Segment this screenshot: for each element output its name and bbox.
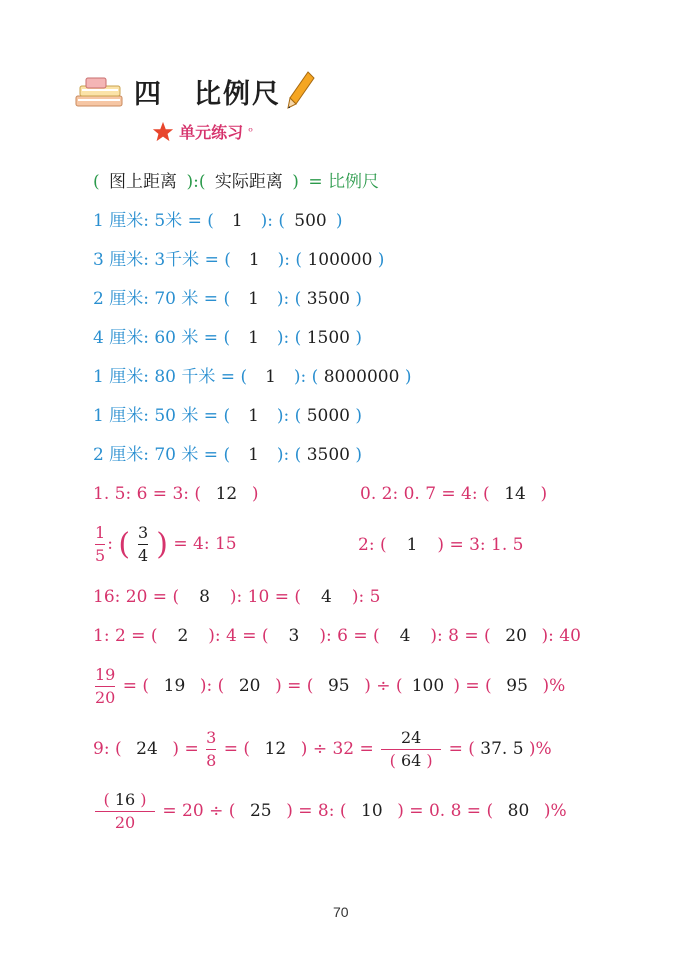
answer: 100 xyxy=(411,676,445,696)
expr: )% xyxy=(528,739,552,759)
denominator: 20 xyxy=(95,688,116,707)
expr: ) xyxy=(355,289,363,309)
answer: 1 xyxy=(248,328,259,348)
answer: 8000000 xyxy=(323,367,400,387)
denominator: 4 xyxy=(138,546,149,565)
expr: ): ( xyxy=(277,250,303,270)
row-equivalence xyxy=(93,726,552,772)
answer: 64 xyxy=(400,751,422,770)
expr: = ( xyxy=(223,739,250,759)
paren: ) xyxy=(156,526,168,562)
answer: 8 xyxy=(199,587,210,607)
answer: 4 xyxy=(320,587,332,607)
answer: 1500 xyxy=(306,328,350,348)
denominator xyxy=(381,751,441,771)
expr: ): 10 = ( xyxy=(229,587,301,607)
expr: ) xyxy=(355,406,363,426)
expr: ): ( xyxy=(199,676,225,696)
row-ratio xyxy=(358,534,523,556)
denominator: 20 xyxy=(114,813,136,832)
expr: ) xyxy=(335,211,343,231)
star-icon xyxy=(152,121,174,143)
fraction xyxy=(381,728,441,771)
numerator: 1 xyxy=(95,523,106,542)
expr: )% xyxy=(543,801,567,821)
row-scale xyxy=(93,444,362,466)
expr: 3 厘米: 3千米 = ( xyxy=(93,250,231,270)
fraction-bar xyxy=(95,686,115,687)
row-scale xyxy=(93,327,362,349)
expr: ) xyxy=(404,367,412,387)
answer: 24 xyxy=(136,739,158,759)
answer: 4 xyxy=(399,626,411,646)
answer: 1 xyxy=(248,250,260,270)
paren: ( xyxy=(389,751,396,770)
answer: 10 xyxy=(361,801,383,821)
row-scale xyxy=(93,249,384,271)
expr: 4 厘米: 60 米 = ( xyxy=(93,328,231,348)
expr: 2 厘米: 70 米 = ( xyxy=(93,289,231,309)
answer: 20 xyxy=(505,626,527,646)
numerator: 3 xyxy=(206,728,217,747)
row-equivalence xyxy=(93,664,565,708)
answer: 20 xyxy=(238,676,261,696)
paren: ( xyxy=(103,790,110,809)
map-distance-label: 图上距离 xyxy=(109,172,178,192)
numerator: 24 xyxy=(400,728,422,747)
answer: 1 xyxy=(265,367,276,387)
section-title: 单元练习 xyxy=(179,123,244,142)
answer: 14 xyxy=(504,484,526,504)
answer: 25 xyxy=(249,801,272,821)
answer: 19 xyxy=(163,676,186,696)
fraction xyxy=(95,665,115,708)
paren: ( xyxy=(118,526,131,562)
expr: 1 厘米: 80 千米 = ( xyxy=(93,367,248,387)
answer: 1 xyxy=(248,406,259,426)
paren: ) xyxy=(426,751,433,770)
expr: ): 4 = ( xyxy=(208,626,269,646)
fraction-bar xyxy=(95,811,155,812)
chapter-number: 四 xyxy=(134,79,163,110)
answer-fraction xyxy=(138,523,148,566)
expr: ) ÷ 32 = xyxy=(300,739,374,759)
row-scale xyxy=(93,405,362,427)
expr: ): 5 xyxy=(351,587,381,607)
denominator: 8 xyxy=(206,751,217,770)
answer: 5000 xyxy=(306,406,350,426)
page-number: 70 xyxy=(333,904,349,920)
answer: 12 xyxy=(264,739,287,759)
fraction-bar xyxy=(206,749,216,750)
row-scale xyxy=(93,288,362,310)
numerator xyxy=(95,790,155,810)
row-ratio xyxy=(93,625,581,647)
answer: 12 xyxy=(215,484,238,504)
row-ratio xyxy=(360,483,547,505)
expr: = ( xyxy=(448,739,475,759)
answer: 3500 xyxy=(306,445,350,465)
denominator: 5 xyxy=(95,546,106,565)
row-definition xyxy=(93,171,379,193)
answer: 3500 xyxy=(306,289,350,309)
chapter-title: 比例尺 xyxy=(194,79,281,110)
answer: 1 xyxy=(231,211,243,231)
answer: 37. 5 xyxy=(480,739,524,759)
expr: ) xyxy=(251,484,259,504)
fraction-bar xyxy=(95,544,105,545)
answer: 3 xyxy=(288,626,300,646)
expr: ) = 0. 8 = ( xyxy=(397,801,494,821)
expr: = 20 ÷ ( xyxy=(162,801,236,821)
expr: 1 厘米: 50 米 = ( xyxy=(93,406,231,426)
chapter-header xyxy=(72,66,332,116)
answer: 1 xyxy=(248,289,259,309)
fraction xyxy=(206,728,216,771)
row-scale xyxy=(93,210,343,232)
expr: : xyxy=(107,534,113,554)
row-ratio xyxy=(93,586,380,608)
answer: 80 xyxy=(507,801,530,821)
fraction-bar xyxy=(138,544,148,545)
row-equivalence xyxy=(93,788,567,834)
expr: ) ÷ ( xyxy=(364,676,403,696)
answer: 100000 xyxy=(307,250,373,270)
expr: ): ( xyxy=(293,367,319,387)
paren: ):( xyxy=(186,172,206,192)
expr: 1 厘米: 5米 = ( xyxy=(93,211,214,231)
fraction xyxy=(95,790,155,833)
expr: ): 6 = ( xyxy=(319,626,380,646)
expr: ): ( xyxy=(276,328,302,348)
expr: 2: ( xyxy=(358,535,387,555)
expr: ) = ( xyxy=(453,676,492,696)
answer: 500 xyxy=(294,211,327,231)
row-scale xyxy=(93,366,411,388)
expr: 9: ( xyxy=(93,739,122,759)
fraction xyxy=(95,523,105,566)
expr: 1. 5: 6 = 3: ( xyxy=(93,484,202,504)
expr: ) xyxy=(355,445,363,465)
row-fraction-ratio xyxy=(93,522,237,566)
fraction-bar xyxy=(381,749,441,750)
row-ratio xyxy=(93,483,258,505)
expr: 2 厘米: 70 米 = ( xyxy=(93,445,231,465)
paren: ) xyxy=(292,172,299,192)
pencil-icon xyxy=(286,70,316,110)
expr: 16: 20 = ( xyxy=(93,587,180,607)
numerator: 3 xyxy=(138,523,149,542)
expr: = ( xyxy=(122,676,150,696)
expr: 1: 2 = ( xyxy=(93,626,158,646)
answer: 16 xyxy=(114,790,136,809)
answer: 95 xyxy=(327,676,350,696)
answer: 2 xyxy=(177,626,189,646)
expr: ) xyxy=(377,250,385,270)
expr: ): ( xyxy=(260,211,286,231)
expr: = 4: 15 xyxy=(173,534,237,554)
expr: 0. 2: 0. 7 = 4: ( xyxy=(360,484,490,504)
expr: ) = xyxy=(172,739,199,759)
paren: ( xyxy=(93,172,100,192)
section-header xyxy=(152,120,253,143)
expr: ): 8 = ( xyxy=(430,626,491,646)
expr: ): ( xyxy=(276,289,302,309)
section-ornament: ᵒ xyxy=(248,124,253,139)
expr: ) xyxy=(355,328,363,348)
expr: ) = 8: ( xyxy=(286,801,347,821)
expr: )% xyxy=(542,676,566,696)
scale-label: = 比例尺 xyxy=(308,172,379,192)
expr: ): ( xyxy=(276,445,302,465)
answer: 95 xyxy=(506,676,528,696)
numerator: 19 xyxy=(95,665,116,684)
books-icon xyxy=(72,76,128,112)
answer: 1 xyxy=(406,535,418,555)
actual-distance-label: 实际距离 xyxy=(214,172,283,192)
answer: 1 xyxy=(248,445,259,465)
expr: ): ( xyxy=(276,406,302,426)
expr: ) xyxy=(540,484,548,504)
expr: ): 40 xyxy=(541,626,581,646)
paren: ) xyxy=(140,790,147,809)
expr: ) = ( xyxy=(275,676,314,696)
expr: ) = 3: 1. 5 xyxy=(437,535,524,555)
